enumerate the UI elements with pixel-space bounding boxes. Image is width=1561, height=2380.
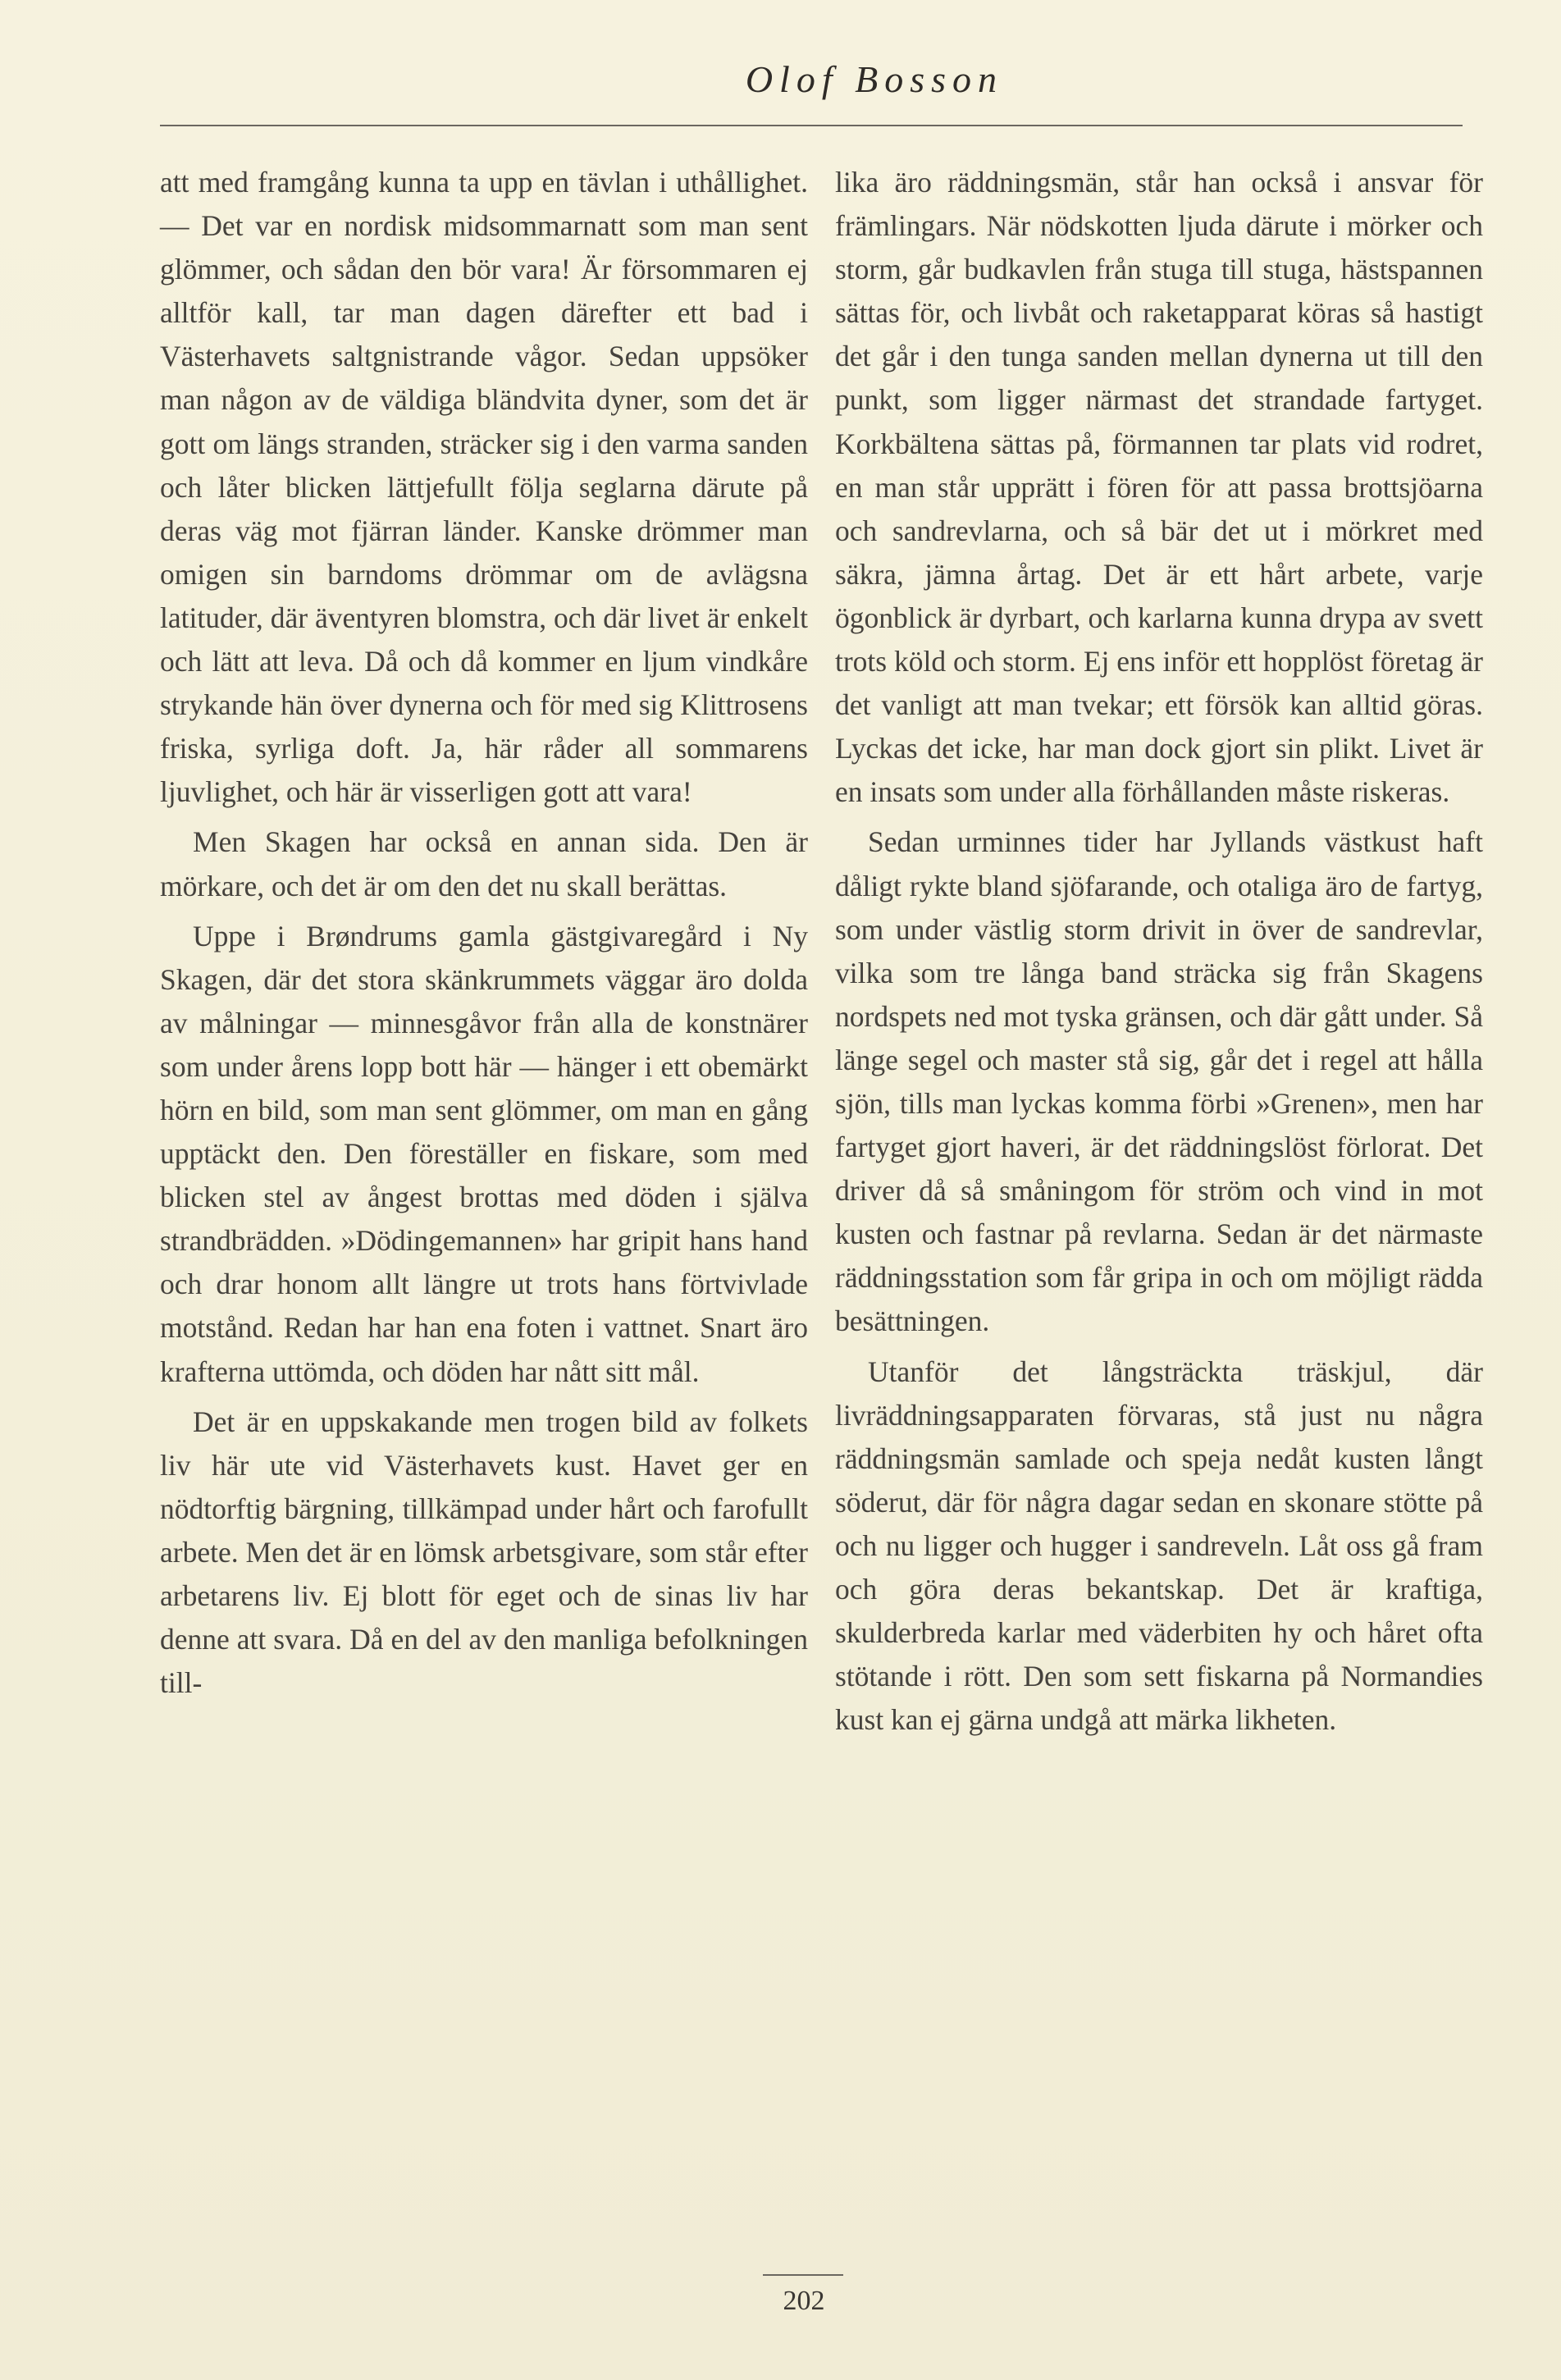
page-number: 202	[783, 2286, 825, 2316]
footer-rule	[763, 2274, 843, 2276]
paragraph: Men Skagen har också en annan sida. Den är mörkare, och det är om den det nu skall berättas.	[160, 825, 808, 902]
left-column	[160, 161, 808, 1705]
paragraph: Det är en uppskakande men trogen bild av folkets liv här ute vid Västerhavets kust. Havet ger en nödtorftig bärgning, tillkämpad under hårt och farofullt arbete. Men det är en lömsk arbetsgivare, som står efter arbetarens liv. Ej blott för eget och de sinas liv har denne att svara. Då en del av den manliga befolkningen till-	[160, 1405, 808, 1700]
paragraph: att med framgång kunna ta upp en tävlan i uthållighet. — Det var en nordisk midsommarnatt som man sent glömmer, och sådan den bör vara! Är försommaren ej alltför kall, tar man dagen därefter ett bad i Västerhavets saltgnistrande vågor. Sedan uppsöker man någon av de väldiga bländvita dyner, som det är gott om längs stranden, sträcker sig i den varma sanden och låter blicken lättjefullt följa seglarna därute på deras väg mot fjärran länder. Kanske drömmer man omigen sin barndoms drömmar om de avlägsna latituder, där äventyren blomstra, och där livet är enkelt och lätt att leva. Då och då kommer en ljum vindkåre strykande hän över dynerna och för med sig Klittrosens friska, syrliga doft. Ja, här råder all sommarens ljuvlighet, och här är visserligen gott att vara!	[160, 166, 808, 809]
paragraph: Sedan urminnes tider har Jyllands västkust haft dåligt rykte bland sjöfarande, och otaliga äro de fartyg, som under västlig storm drivit in över de sandrevlar, vilka som tre långa band sträcka sig från Skagens nordspets ned mot tyska gränsen, och där gått under. Så länge segel och master stå sig, går det i regel att hålla sjön, tills man lyckas komma förbi »Grenen», men har fartyget gjort haveri, är det räddningslöst förlorat. Det driver då så småningom för ström och vind in mot kusten och fastnar på revlarna. Sedan är det närmaste räddningsstation som får gripa in och om möjligt rädda besättningen.	[835, 825, 1483, 1338]
paragraph: Utanför det långsträckta träskjul, där livräddningsapparaten förvaras, stå just nu några räddningsmän samlade och speja nedåt kusten långt söderut, där för några dagar sedan en skonare stötte på och nu ligger och hugger i sandreveln. Låt oss gå fram och göra deras bekantskap. Det är kraftiga, skulderbreda karlar med väderbiten hy och håret ofta stötande i rött. Den som sett fiskarna på Normandies kust kan ej gärna undgå att märka likheten.	[835, 1354, 1483, 1737]
paragraph: lika äro räddningsmän, står han också i ansvar för främlingars. När nödskotten ljuda därute i mörker och storm, går budkavlen från stuga till stuga, hästspannen sättas för, och livbåt och raketapparat köras så hastigt det går i den tunga sanden mellan dynerna ut till den punkt, som ligger närmast det strandade fartyget. Korkbältena sättas på, förmannen tar plats vid rodret, en man står upprätt i fören för att passa brottsjöarna och sandrevlarna, och så bär det ut i mörkret med säkra, jämna årtag. Det är ett hårt arbete, varje ögonblick är dyrbart, och karlarna kunna drypa av svett trots köld och storm. Ej ens inför ett hopplöst företag är det vanligt att man tvekar; ett försök kan alltid göras. Lyckas det icke, har man dock gjort sin plikt. Livet är en insats som under alla förhållanden måste riskeras.	[835, 166, 1483, 809]
paragraph: Uppe i Brøndrums gamla gästgivaregård i Ny Skagen, där det stora skänkrummets väggar äro dolda av målningar — minnesgåvor från alla de konstnärer som under årens lopp bott här — hänger i ett obemärkt hörn en bild, som man sent glömmer, om man en gång upptäckt den. Den föreställer en fiskare, som med blicken stel av ångest brottas med döden i själva strandbrädden. »Dödingemannen» har gripit hans hand och drar honom allt längre ut trots hans förtvivlade motstånd. Redan har han ena foten i vattnet. Snart äro krafterna uttömda, och döden har nått sitt mål.	[160, 919, 808, 1388]
right-column	[835, 161, 1483, 1742]
running-head: Olof Bosson	[745, 58, 1003, 100]
header-rule	[160, 125, 1463, 126]
